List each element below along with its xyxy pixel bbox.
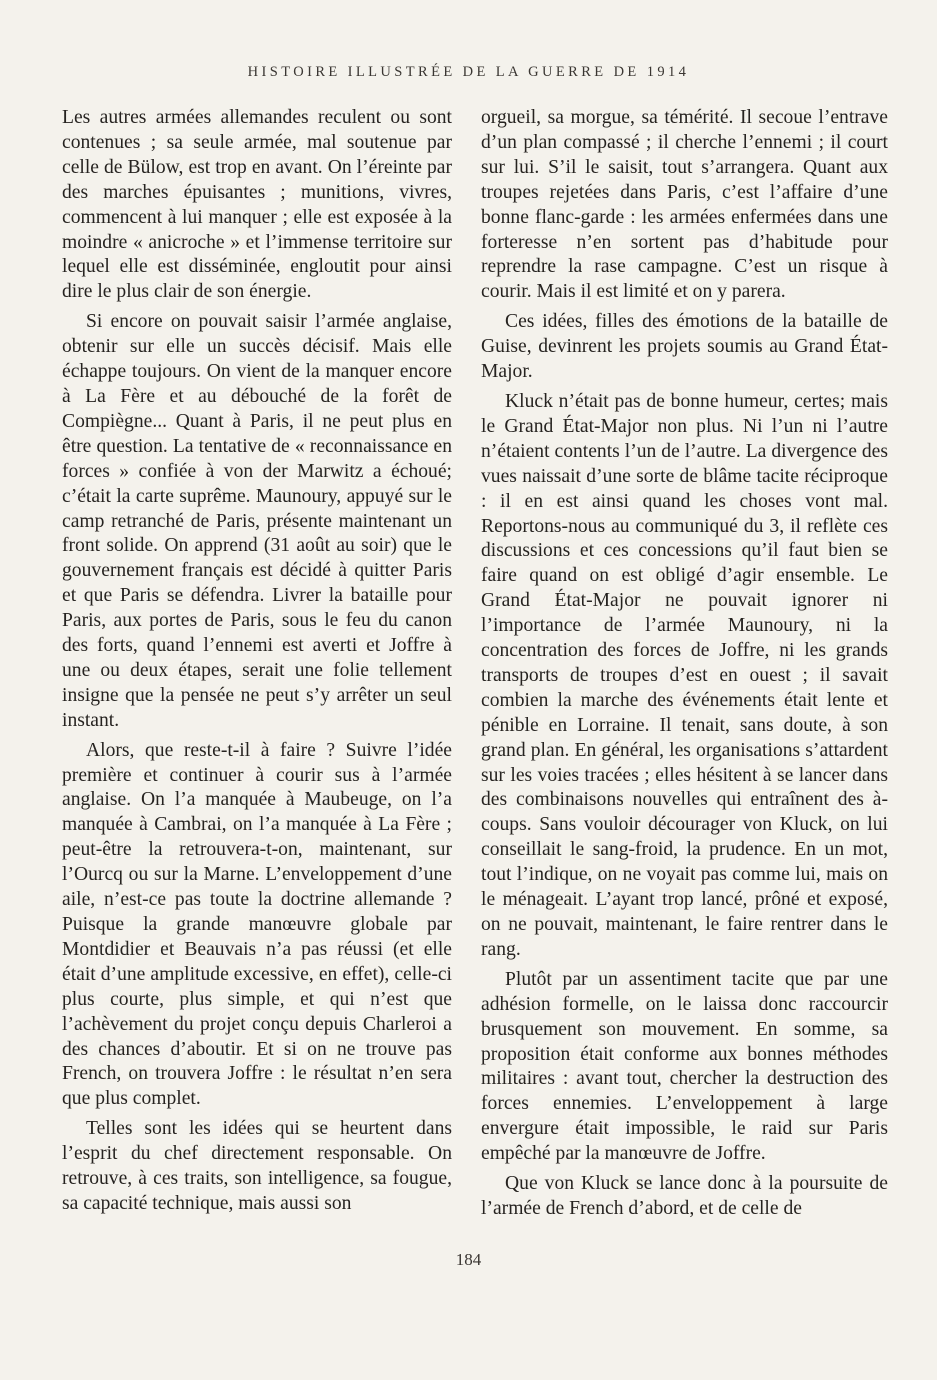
page-number: 184	[455, 1250, 482, 1269]
text-column-right	[481, 106, 888, 1227]
running-header: HISTOIRE ILLUSTRÉE DE LA GUERRE DE 1914	[247, 64, 690, 80]
paragraph: Kluck n’était pas de bonne humeur, certes; mais le Grand État-Major non plus. Ni l’un ni l’autre n’étaient contents l’un de l’autre. La divergence des vues naissait d’une sorte de blâme tacite réciproque : il en est ainsi quand les choses vont mal. Reportons-nous au communiqué du 3, il reflète ces discussions et ces concessions qu’il faut bien se faire quand on est obligé d’agir ensemble. Le Grand État-Major ne pouvait ignorer ni l’importance de l’armée Maunoury, ni la concentration des forces de Joffre, ni les grands transports de troupes d’est en ouest ; il savait combien la marche des événements était lente et pénible en Lorraine. Il tenait, sans doute, à son grand plan. En général, les organisations s’attardent sur les voies tracées ; elles hésitent à se lancer dans des combinaisons nouvelles qui entraînent des à-coups. Sans vouloir décourager von Kluck, on lui conseillait le sang-froid, la prudence. En un mot, tout l’indique, on ne voyait pas comme lui, mais on le ménageait. L’ayant trop lancé, prôné et exposé, on ne pouvait, maintenant, le faire rentrer dans le rang.	[481, 390, 888, 960]
paragraph: Ces idées, filles des émotions de la bataille de Guise, devinrent les projets soumis au Grand État-Major.	[481, 311, 888, 383]
paragraph: Alors, que reste-t-il à faire ? Suivre l’idée première et continuer à courir sus à l’armée anglaise. On l’a manquée à Maubeuge, on l’a manquée à Cambrai, on l’a manquée à La Fère ; peut-être la retrouvera-t-on, maintenant, sur l’Ourcq ou sur la Marne. L’enveloppement d’une aile, n’est-ce pas toute la doctrine allemande ? Puisque la grande manœuvre globale par Montdidier et Beauvais n’a pas réussi (et elle était d’une amplitude excessive, en effet), celle-ci plus courte, plus simple, et qui n’est que l’achèvement du projet conçu depuis Charleroi a des chances d’aboutir. Et si on ne trouve pas French, on trouvera Joffre : le résultat n’en sera que plus complet.	[62, 739, 452, 1110]
paragraph-continuation: orgueil, sa morgue, sa témérité. Il secoue l’entrave d’un plan compassé ; il cherche l’ennemi ; il court sur lui. S’il le saisit, tout s’arrangera. Quant aux troupes rejetées dans Paris, c’est l’affaire d’une bonne flanc-garde : les armées enfermées dans une forteresse n’en sortent pas d’habitude pour reprendre la rase campagne. C’est un risque à courir. Mais il est limité et on y parera.	[481, 107, 888, 303]
paragraph: Telles sont les idées qui se heurtent dans l’esprit du chef directement responsable. On retrouve, à ces traits, son intelligence, sa fougue, sa capacité technique, mais aussi son	[62, 1118, 452, 1214]
paragraph: Que von Kluck se lance donc à la poursuite de l’armée de French d’abord, et de celle de	[481, 1173, 888, 1219]
text-column-left	[62, 106, 452, 1222]
paragraph: Si encore on pouvait saisir l’armée anglaise, obtenir sur elle un succès décisif. Mais elle échappe toujours. On vient de la manquer encore à La Fère et au débouché de la forêt de Compiègne... Quant à Paris, il ne peut plus en être question. La tentative de « reconnaissance en forces » confiée à von der Marwitz a échoué; c’était la carte suprême. Maunoury, appuyé sur le camp retranché de Paris, présente maintenant un front solide. On apprend (31 août au soir) que le gouvernement français est décidé à quitter Paris et que Paris se défendra. Livrer la bataille pour Paris, aux portes de Paris, sous le feu du canon des forts, quand l’ennemi est averti et Joffre à une ou deux étapes, serait une folie tellement insigne que la pensée ne peut s’y arrêter un seul instant.	[62, 311, 452, 731]
paragraph: Plutôt par un assentiment tacite que par une adhésion formelle, on le laissa donc raccourcir brusquement son mouvement. En somme, sa proposition était conforme aux bonnes méthodes militaires : avant tout, chercher la destruction des forces ennemies. L’enveloppement à large envergure était impossible, le raid sur Paris empêché par la manœuvre de Joffre.	[481, 968, 888, 1165]
paragraph: Les autres armées allemandes reculent ou sont contenues ; sa seule armée, mal soutenue par celle de Bülow, est trop en avant. On l’éreinte par des marches épuisantes ; munitions, vivres, commencent à lui manquer ; elle est exposée à la moindre « anicroche » et l’immense territoire sur lequel elle est disséminée, engloutit pour ainsi dire le plus clair de son énergie.	[62, 107, 452, 303]
